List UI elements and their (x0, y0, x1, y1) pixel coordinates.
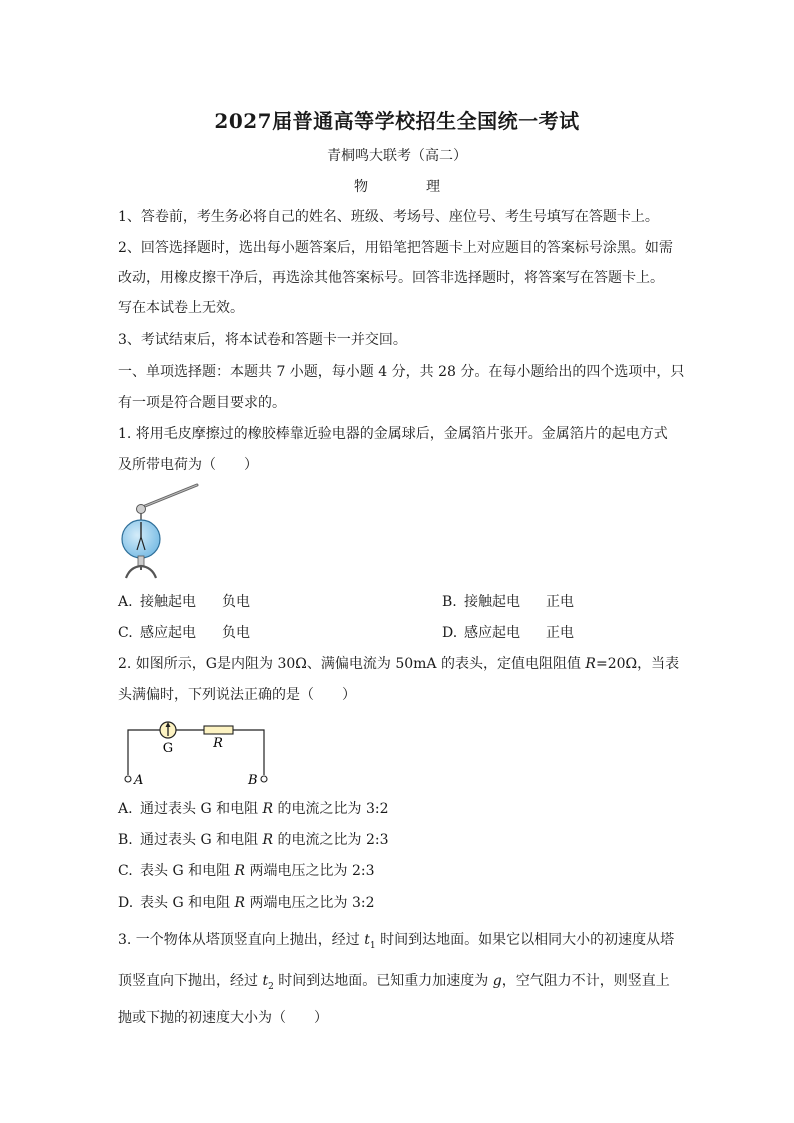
q2-option-a[interactable]: A. 通过表头 G 和电阻 R 的电流之比为 3:2 (118, 801, 389, 817)
question-3-line-3: 抛或下抛的初速度大小为（ ） (118, 1010, 328, 1026)
resistor (204, 726, 233, 734)
instruction-2-line-3: 写在本试卷上无效。 (118, 300, 244, 316)
subject-char-2: 理 (426, 179, 440, 195)
q1-option-c[interactable]: C. 感应起电 负电 (118, 625, 250, 641)
metal-ball (137, 505, 146, 514)
subject-char-1: 物 (354, 179, 368, 195)
question-3-line-1: 3. 一个物体从塔顶竖直向上抛出，经过 $t_1$ 时间到达地面。如果它以相同大小的初速度从塔 (118, 932, 675, 951)
instruction-2-line-1: 2、回答选择题时，选出每小题答案后，用铅笔把答题卡上对应题目的答案标号涂黑。如需 (118, 240, 673, 256)
q1-option-b[interactable]: B. 接触起电 正电 (442, 594, 574, 610)
exam-subtitle: 青桐鸣大联考（高二） (327, 148, 467, 164)
question-3-line-2: 顶竖直向下抛出，经过 $t_2$ 时间到达地面。已知重力加速度为 g，空气阻力不计，则竖直上 (118, 973, 670, 992)
galvanometer-label: G (162, 741, 174, 756)
instruction-1: 1、答卷前，考生务必将自己的姓名、班级、考场号、座位号、考生号填写在答题卡上。 (118, 209, 659, 225)
q1-option-a[interactable]: A. 接触起电 负电 (118, 594, 250, 610)
q2-option-d[interactable]: D. 表头 G 和电阻 R 两端电压之比为 3:2 (118, 895, 375, 911)
terminal-b-label: B (248, 773, 258, 788)
terminal-a (125, 776, 131, 782)
instruction-3: 3、考试结束后，将本试卷和答题卡一并交回。 (118, 332, 407, 348)
q1-option-d[interactable]: D. 感应起电 正电 (442, 625, 574, 641)
terminal-b (261, 776, 267, 782)
circuit-figure (118, 718, 274, 788)
subject-heading (0, 176, 794, 196)
exam-title: 2027届普通高等学校招生全国统一考试 (214, 109, 580, 133)
q2-option-b[interactable]: B. 通过表头 G 和电阻 R 的电流之比为 2:3 (118, 832, 389, 848)
q2-option-c[interactable]: C. 表头 G 和电阻 R 两端电压之比为 2:3 (118, 863, 375, 879)
terminal-a-label: A (134, 773, 144, 788)
question-2-line-2: 头满偏时，下列说法正确的是（ ） (118, 687, 356, 703)
section-heading-line-2: 有一项是符合题目要求的。 (118, 395, 286, 411)
question-2-line-1: 2. 如图所示，G是内阻为 30Ω、满偏电流为 50mA 的表头，定值电阻阻值 R=20Ω，当表 (118, 656, 680, 672)
resistor-label: R (213, 736, 223, 751)
section-heading-line-1: 一、单项选择题：本题共 7 小题，每小题 4 分，共 28 分。在每小题给出的四个选项中，只 (118, 364, 685, 380)
instruction-2-line-2: 改动，用橡皮擦干净后，再选涂其他答案标号。回答非选择题时，将答案写在答题卡上。 (118, 270, 664, 286)
electroscope-figure (118, 482, 202, 586)
question-1-line-1: 1. 将用毛皮摩擦过的橡胶棒靠近验电器的金属球后，金属箔片张开。金属箔片的起电方式 (118, 426, 668, 442)
question-1-line-2: 及所带电荷为（ ） (118, 457, 258, 473)
